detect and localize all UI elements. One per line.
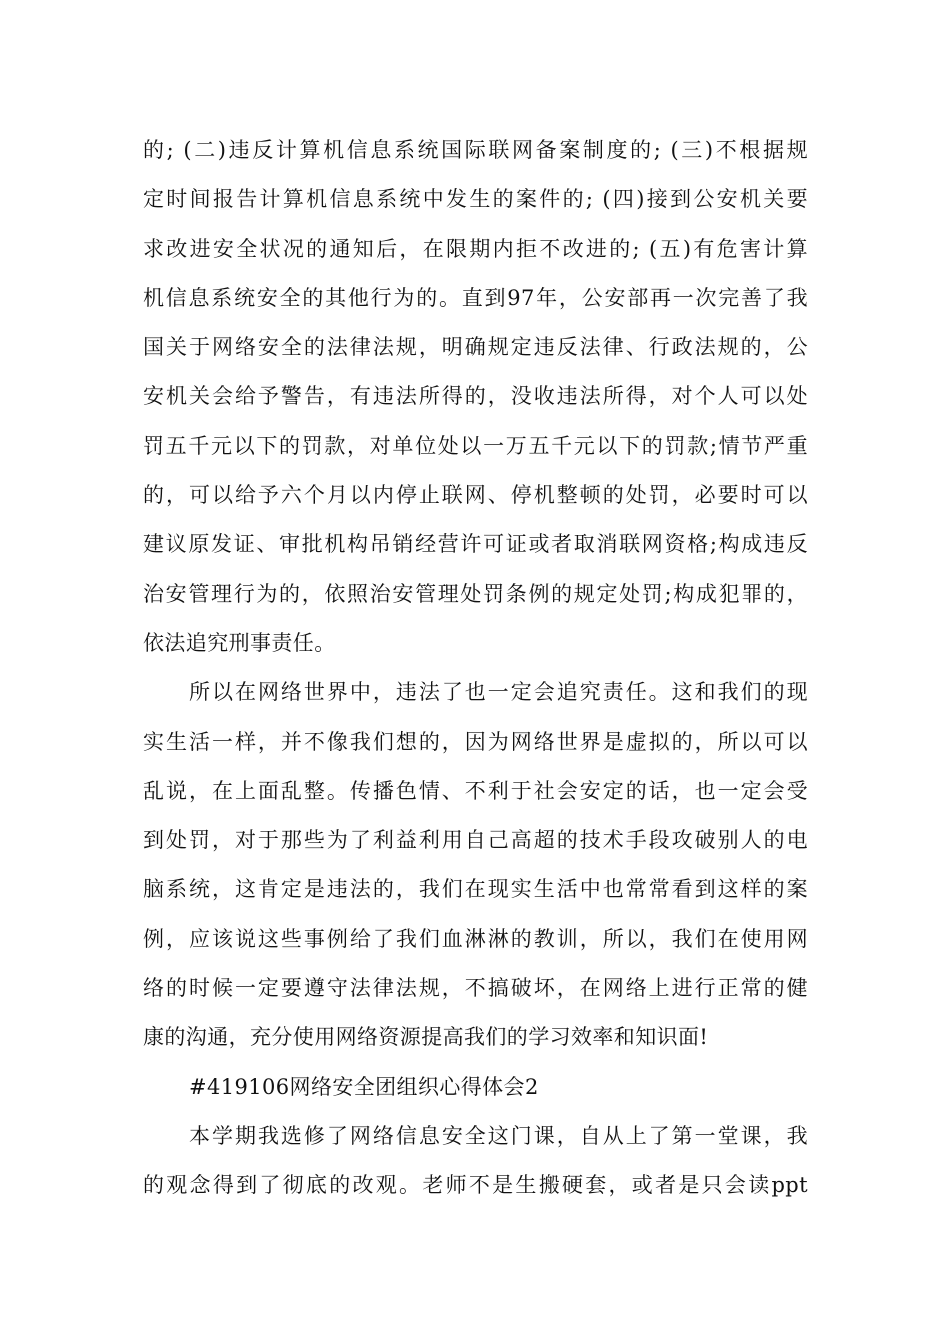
text-line: 治安管理行为的，依照治安管理处罚条例的规定处罚;构成犯罪的， [143, 581, 808, 606]
text-line: 络的时候一定要遵守法律法规，不搞破坏，在网络上进行正常的健 [143, 976, 808, 1001]
text-line: 的; (二)违反计算机信息系统国际联网备案制度的; (三)不根据规 [143, 138, 808, 162]
text-line: 建议原发证、审批机构吊销经营许可证或者取消联网资格;构成违反 [143, 532, 808, 557]
text-line: 机信息系统安全的其他行为的。直到97年，公安部再一次完善了我 [143, 285, 808, 310]
document-body [143, 126, 808, 1211]
text-line: 所以在网络世界中，违法了也一定会追究责任。这和我们的现 [189, 680, 808, 705]
text-line: 的，可以给予六个月以内停止联网、停机整顿的处罚，必要时可以 [143, 483, 808, 508]
text-line: 到处罚，对于那些为了利益利用自己高超的技术手段攻破别人的电 [143, 828, 808, 853]
heading-line: #419106网络安全团组织心得体会2 [189, 1074, 539, 1099]
paragraph-2 [143, 668, 808, 1062]
text-line: 脑系统，这肯定是违法的，我们在现实生活中也常常看到这样的案 [143, 877, 808, 902]
text-line: 依法追究刑事责任。 [143, 630, 336, 655]
text-line: 乱说，在上面乱整。传播色情、不利于社会安定的话，也一定会受 [143, 778, 808, 803]
paragraph-1 [143, 126, 808, 668]
text-line: 本学期我选修了网络信息安全这门课，自从上了第一堂课，我 [189, 1123, 808, 1148]
text-line: 例，应该说这些事例给了我们血淋淋的教训，所以，我们在使用网 [143, 926, 808, 951]
text-line: 实生活一样，并不像我们想的，因为网络世界是虚拟的，所以可以 [143, 729, 808, 754]
text-line: 求改进安全状况的通知后，在限期内拒不改进的; (五)有危害计算 [143, 236, 808, 261]
text-line: 康的沟通，充分使用网络资源提高我们的学习效率和知识面! [143, 1025, 709, 1050]
text-line: 罚五千元以下的罚款，对单位处以一万五千元以下的罚款;情节严重 [143, 433, 808, 458]
text-line: 国关于网络安全的法律法规，明确规定违反法律、行政法规的，公 [143, 335, 808, 360]
text-line: 定时间报告计算机信息系统中发生的案件的; (四)接到公安机关要 [143, 187, 808, 212]
section-heading [143, 1063, 808, 1112]
paragraph-3 [143, 1112, 808, 1211]
text-line: 的观念得到了彻底的改观。老师不是生搬硬套，或者是只会读ppt [143, 1173, 808, 1198]
text-line: 安机关会给予警告，有违法所得的，没收违法所得，对个人可以处 [143, 384, 808, 409]
